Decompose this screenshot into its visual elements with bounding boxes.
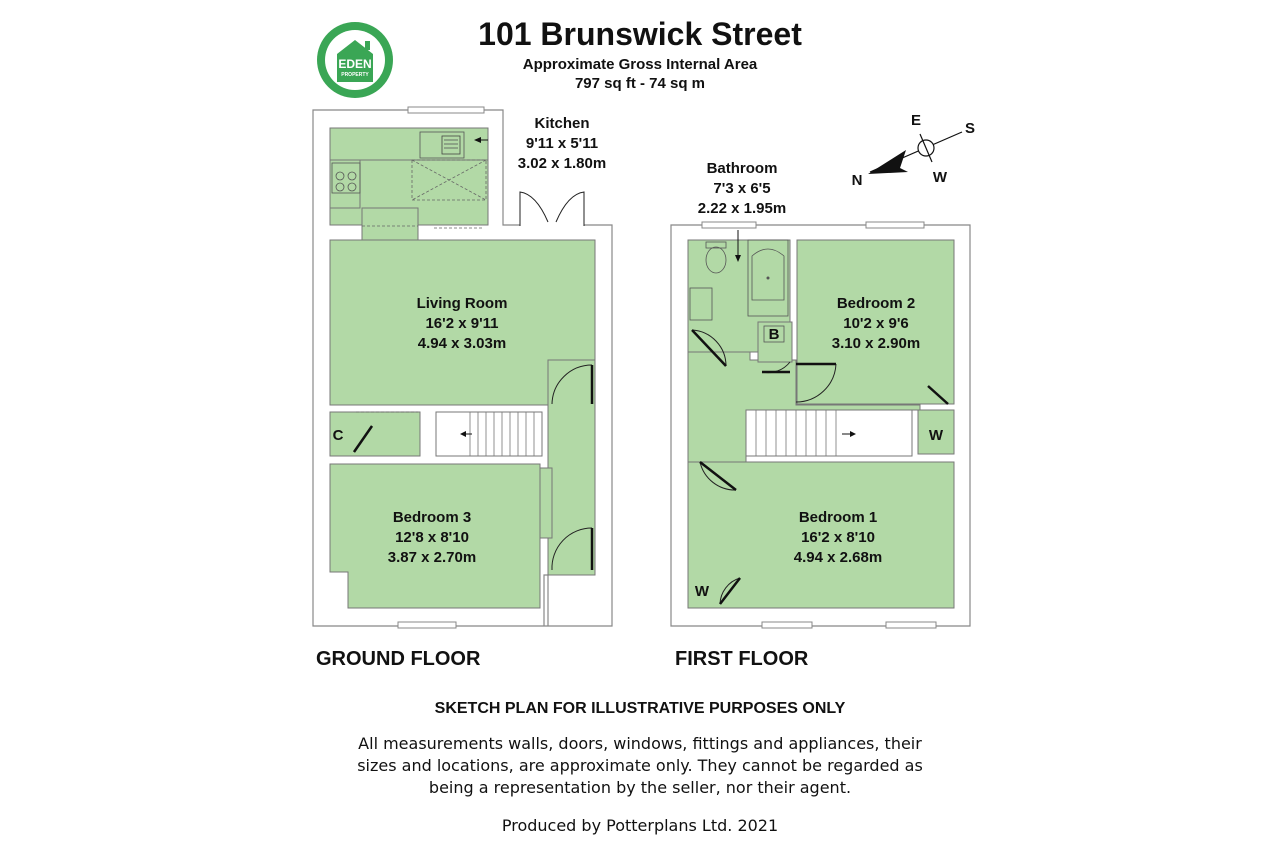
compass-icon xyxy=(852,112,975,189)
logo-text-eden: EDEN xyxy=(338,57,372,71)
living-room-metric: 4.94 x 3.03m xyxy=(417,335,507,352)
boiler-label: B xyxy=(768,326,780,343)
bedroom-3-label: Bedroom 3 xyxy=(392,509,472,526)
kitchen-metric: 3.02 x 1.80m xyxy=(517,155,607,172)
bedroom-2-imperial: 10'2 x 9'6 xyxy=(843,315,909,332)
living-room-imperial: 16'2 x 9'11 xyxy=(425,315,499,332)
bedroom-1-imperial: 16'2 x 8'10 xyxy=(801,529,875,546)
bedroom-2-metric: 3.10 x 2.90m xyxy=(831,335,921,352)
kitchen-label: Kitchen xyxy=(534,115,590,132)
credit-text: Produced by Potterplans Ltd. 2021 xyxy=(501,816,779,835)
wardrobe-b-label: W xyxy=(928,427,944,444)
ground-floor-label: GROUND FLOOR xyxy=(316,648,481,670)
logo-text-property: PROPERTY xyxy=(341,72,369,78)
cupboard-room xyxy=(330,412,420,456)
bathroom-label: Bathroom xyxy=(706,160,778,177)
wardrobe-a-label: W xyxy=(694,583,710,600)
bedroom-1-label: Bedroom 1 xyxy=(798,509,878,526)
cupboard-label: C xyxy=(332,427,344,444)
disclaimer-note: All measurements walls, doors, windows, fittings and appliances, their sizes and locations, are approximate only. They cannot be regarded as being a representation by the seller, nor their agent. xyxy=(357,734,923,797)
area-value: 797 sq ft - 74 sq m xyxy=(574,75,706,92)
disclaimer-heading: SKETCH PLAN FOR ILLUSTRATIVE PURPOSES ONLY xyxy=(434,700,846,717)
bedroom-3-imperial: 12'8 x 8'10 xyxy=(395,529,469,546)
bathroom-imperial: 7'3 x 6'5 xyxy=(713,180,771,197)
first-floor-plan xyxy=(671,222,970,628)
first-floor-label: FIRST FLOOR xyxy=(675,648,809,670)
bedroom-3-metric: 3.87 x 2.70m xyxy=(387,549,477,566)
compass-e: E xyxy=(910,112,922,129)
compass-s: S xyxy=(964,120,976,137)
compass-n: N xyxy=(851,172,863,189)
bedroom-1-metric: 4.94 x 2.68m xyxy=(793,549,883,566)
kitchen-imperial: 9'11 x 5'11 xyxy=(525,135,599,152)
area-subtitle: Approximate Gross Internal Area xyxy=(522,56,758,73)
compass-w: W xyxy=(932,169,948,186)
living-room-label: Living Room xyxy=(416,295,508,312)
property-title: 101 Brunswick Street xyxy=(478,16,802,52)
bathroom-metric: 2.22 x 1.95m xyxy=(697,200,787,217)
bedroom-2-label: Bedroom 2 xyxy=(836,295,916,312)
